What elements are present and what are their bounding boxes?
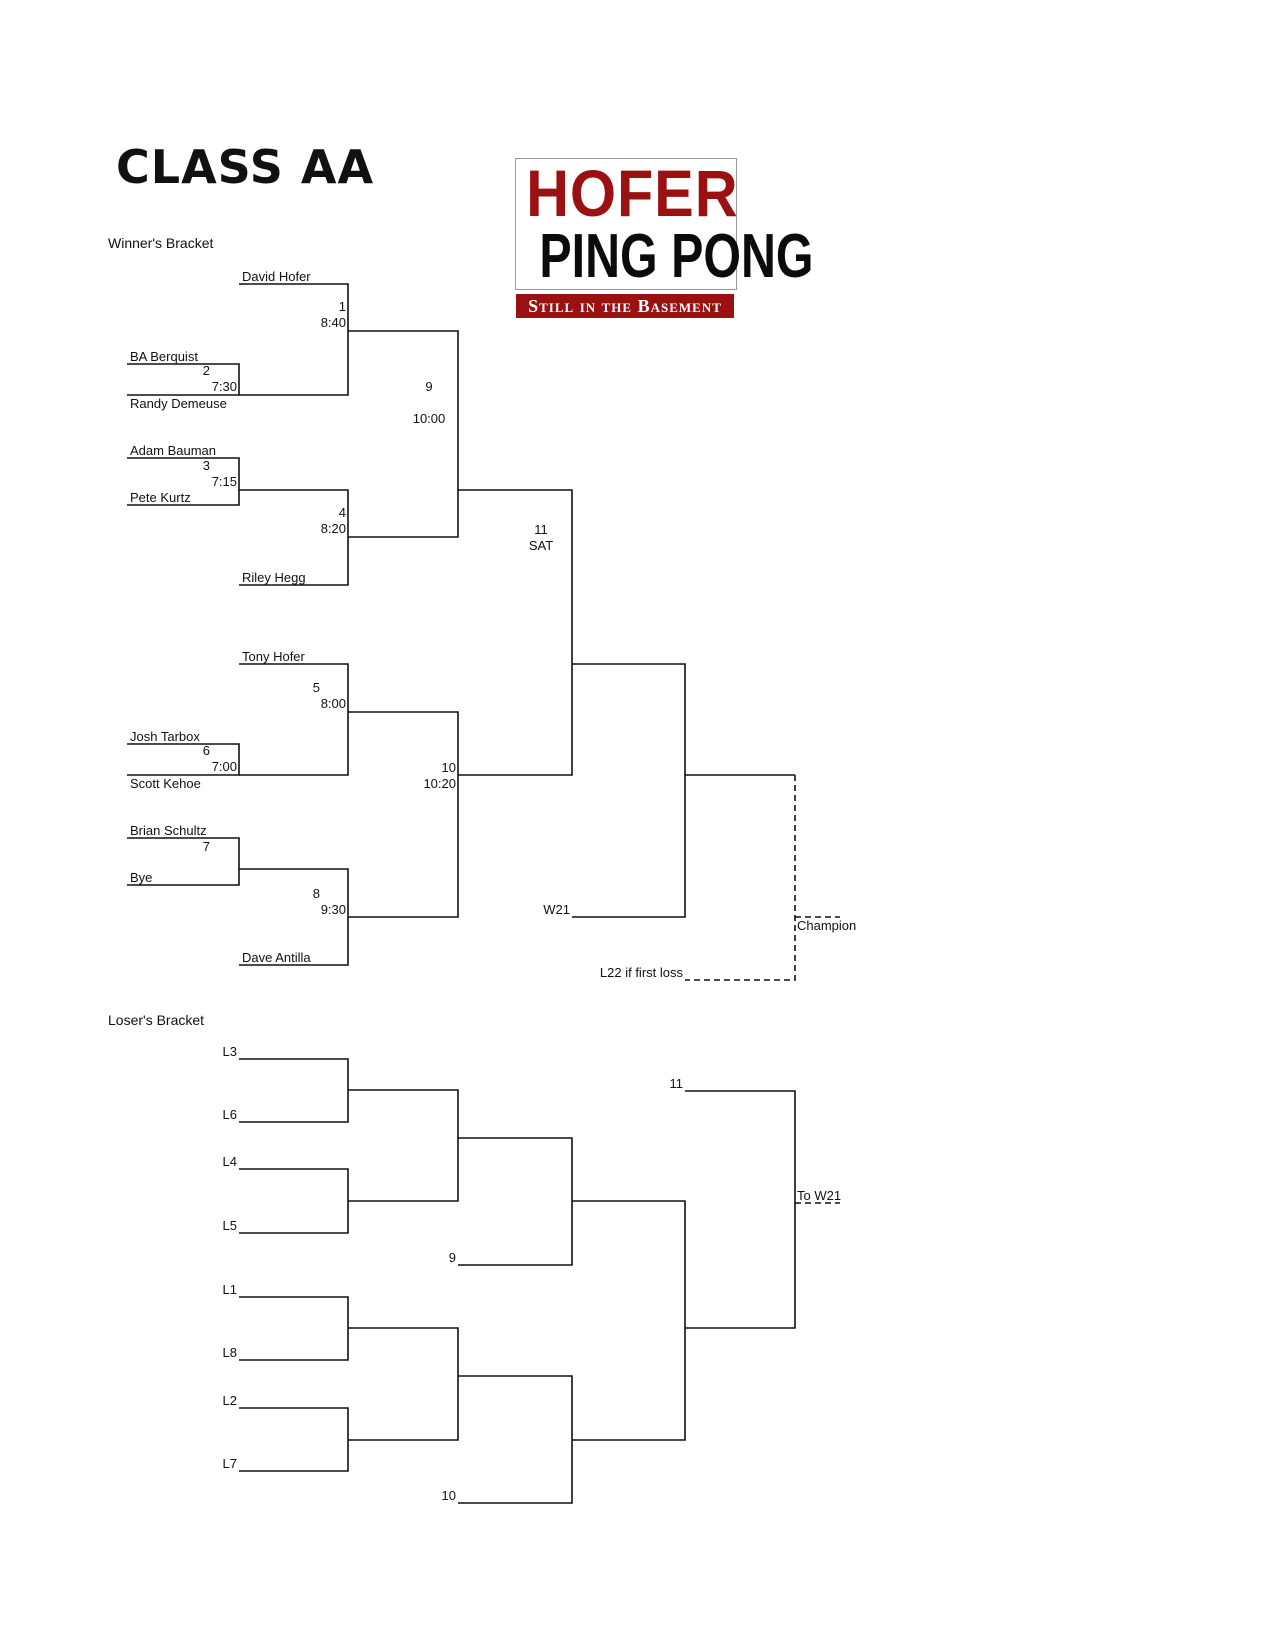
loser-entry: L3 — [222, 1044, 237, 1059]
match-time: SAT — [528, 538, 554, 553]
loser-entry: L2 — [222, 1393, 237, 1408]
if-necessary-dashed-lines — [685, 775, 795, 980]
losers-r1-a-lines — [239, 1059, 348, 1122]
match-10-lines — [348, 712, 458, 917]
match-time: 7:00 — [211, 759, 237, 774]
match-number: 10 — [441, 760, 456, 775]
losers-r3-a-lines — [458, 1138, 572, 1265]
match-time: 10:00 — [412, 411, 446, 426]
losers-r1-c-lines — [239, 1297, 348, 1360]
match-time: 8:00 — [320, 696, 346, 711]
match-5-lines — [239, 664, 348, 775]
losers-r3-b-lines — [458, 1376, 572, 1503]
match-time: 8:20 — [320, 521, 346, 536]
losers-r2-a-lines — [348, 1090, 458, 1201]
w21-label: W21 — [543, 902, 570, 917]
player-name: Tony Hofer — [242, 649, 305, 664]
loser-entry: L6 — [222, 1107, 237, 1122]
match-time: 7:15 — [211, 474, 237, 489]
loser-entry: L1 — [222, 1282, 237, 1297]
losers-r1-b-lines — [239, 1169, 348, 1233]
loser-entry: L5 — [222, 1218, 237, 1233]
winners-bracket-label: Winner's Bracket — [108, 235, 214, 251]
logo-line-2: PING PONG — [539, 222, 814, 291]
loser-entry: L8 — [222, 1345, 237, 1360]
match-number: 1 — [338, 299, 346, 314]
player-name: Brian Schultz — [130, 823, 207, 838]
match-time: 9:30 — [320, 902, 346, 917]
match-1-lines — [239, 284, 348, 395]
match-number: 4 — [338, 505, 346, 520]
logo-line-1: HOFER — [526, 156, 739, 230]
final-match-lines — [572, 664, 685, 917]
match-time: 8:40 — [320, 315, 346, 330]
losers-r1-d-lines — [239, 1408, 348, 1471]
match-number: 9 — [425, 379, 433, 394]
drop-in-label: 10 — [441, 1488, 456, 1503]
logo-tagline: Still in the Basement — [516, 294, 734, 318]
losers-r4-lines — [572, 1201, 685, 1440]
player-name: BA Berquist — [130, 349, 198, 364]
match-time: 10:20 — [423, 776, 456, 791]
player-name: Riley Hegg — [242, 570, 306, 585]
match-number: 2 — [202, 363, 210, 378]
match-number: 7 — [202, 839, 210, 854]
match-number: 11 — [534, 522, 548, 537]
drop-in-label: 9 — [448, 1250, 456, 1265]
l22-label: L22 if first loss — [599, 965, 683, 980]
player-name: Randy Demeuse — [130, 396, 227, 411]
match-number: 6 — [202, 743, 210, 758]
match-9-lines — [348, 331, 458, 537]
match-11-lines — [458, 490, 572, 775]
match-number: 5 — [312, 680, 320, 695]
champion-label: Champion — [797, 918, 857, 933]
loser-entry: L7 — [222, 1456, 237, 1471]
page-title: CLASS AA — [116, 140, 375, 194]
losers-final-lines — [685, 1091, 795, 1328]
losers-r2-b-lines — [348, 1328, 458, 1440]
player-name: David Hofer — [242, 269, 311, 284]
drop-in-label: 11 — [669, 1076, 683, 1091]
player-name: Scott Kehoe — [130, 776, 201, 791]
player-name: Adam Bauman — [130, 443, 216, 458]
match-number: 3 — [202, 458, 210, 473]
losers-bracket-label: Loser's Bracket — [108, 1012, 205, 1028]
to-w21-label: To W21 — [797, 1188, 842, 1203]
match-time: 7:30 — [211, 379, 237, 394]
player-name: Dave Antilla — [242, 950, 311, 965]
player-name: Pete Kurtz — [130, 490, 191, 505]
match-number: 8 — [312, 886, 320, 901]
player-name: Bye — [130, 870, 153, 885]
loser-entry: L4 — [222, 1154, 237, 1169]
player-name: Josh Tarbox — [130, 729, 200, 744]
